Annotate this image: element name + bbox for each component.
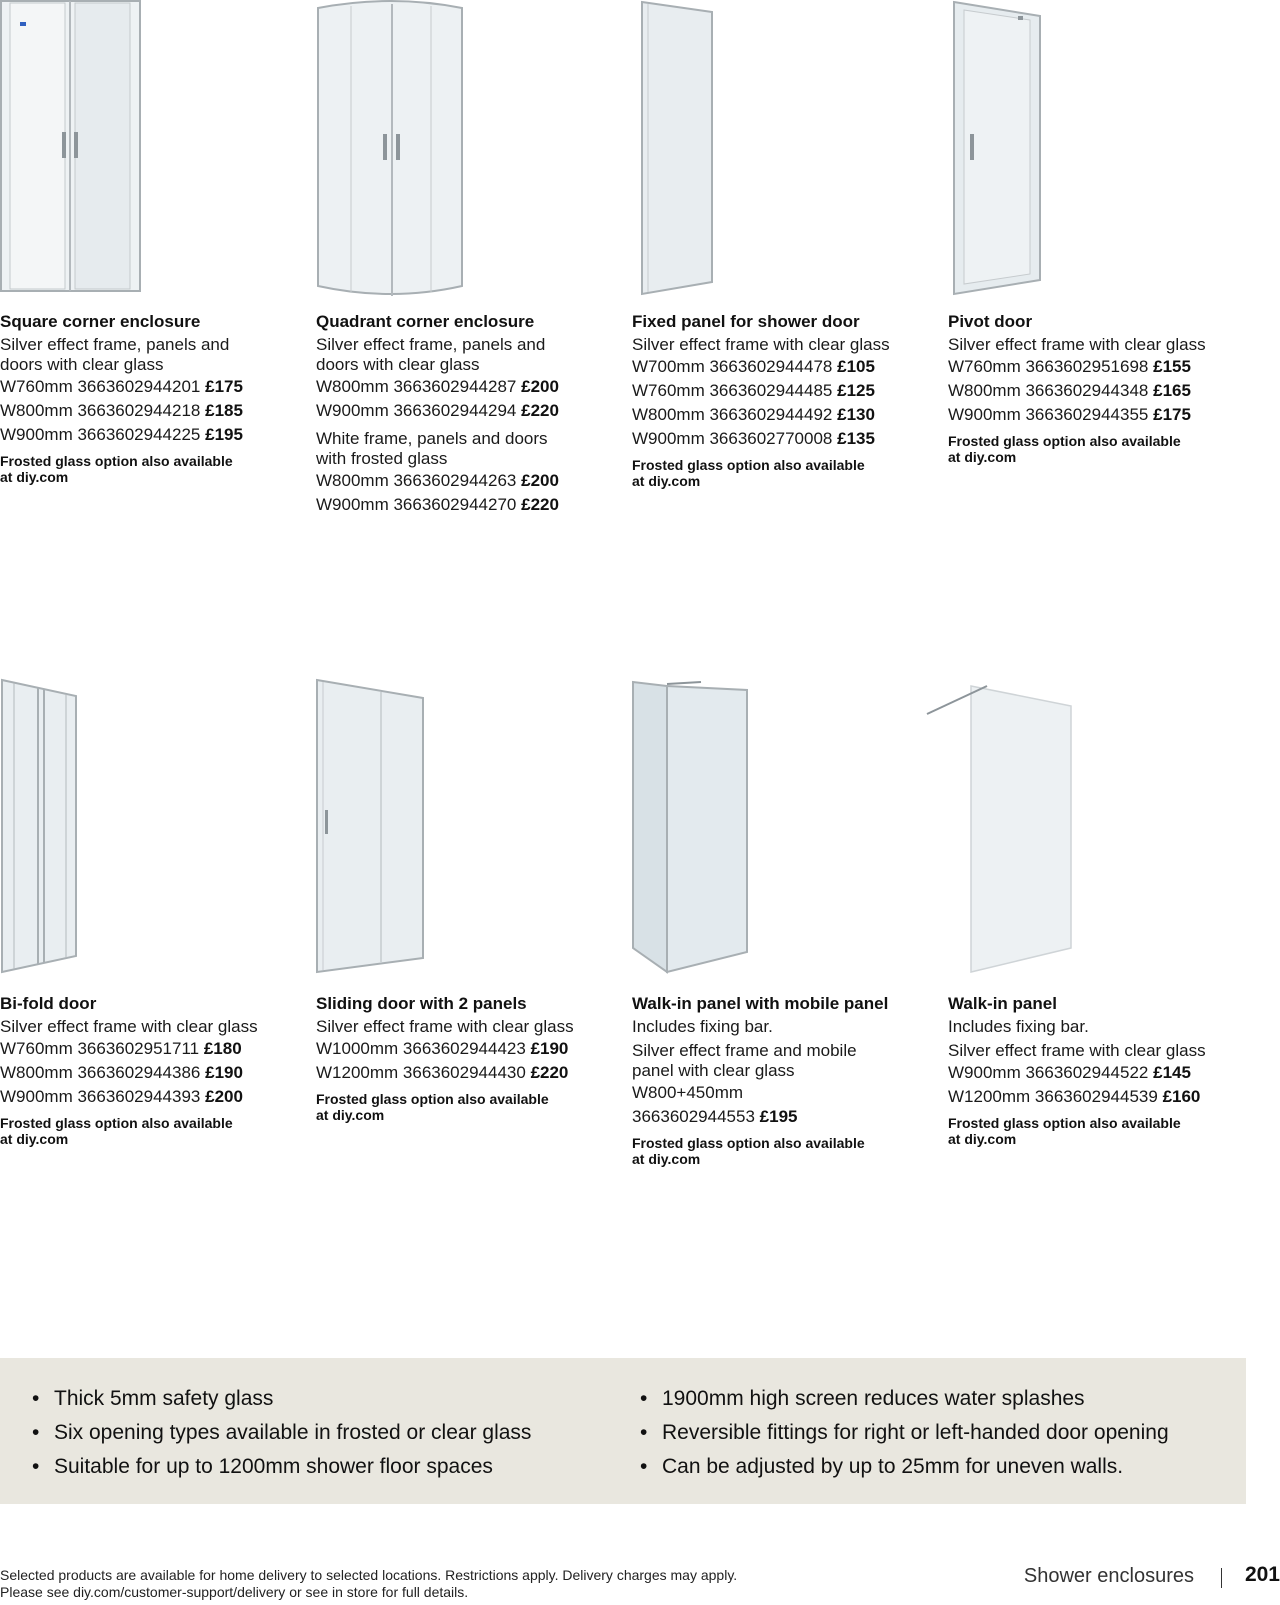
price: £125 bbox=[837, 381, 875, 400]
sku-line: W760mm 3663602944201 £175 bbox=[0, 377, 243, 396]
sku-line: W800mm 3663602944348 £165 bbox=[948, 381, 1191, 400]
price: £130 bbox=[837, 405, 875, 424]
sku-line: W760mm 3663602951698 £155 bbox=[948, 357, 1191, 376]
sliding-door-image bbox=[315, 678, 425, 978]
price: £180 bbox=[203, 1039, 242, 1058]
product-card bbox=[632, 311, 932, 489]
price: £220 bbox=[521, 495, 559, 514]
feature-item: • Suitable for up to 1200mm shower floor spaces bbox=[30, 1450, 531, 1484]
feature-item: • Can be adjusted by up to 25mm for uneven walls. bbox=[638, 1450, 1169, 1484]
fixed-panel-image bbox=[638, 0, 718, 300]
product-title: Square corner enclosure bbox=[0, 312, 201, 331]
price: £195 bbox=[759, 1107, 798, 1126]
product-title: Quadrant corner enclosure bbox=[316, 312, 535, 331]
walk-in-mobile-image bbox=[631, 678, 751, 978]
sku-line: W1200mm 3663602944539 £160 bbox=[948, 1087, 1201, 1106]
features-panel bbox=[0, 1358, 1246, 1504]
product-desc: panel with clear glass bbox=[632, 1061, 795, 1080]
price: £200 bbox=[521, 377, 559, 396]
delivery-disclaimer: Selected products are available for home delivery to selected locations. Restrictions apply. Delivery charges may apply. Please see diy.com/customer-support/delivery or see in store for full details. bbox=[0, 1567, 738, 1600]
price: £185 bbox=[205, 401, 243, 420]
features-list-left bbox=[30, 1382, 531, 1484]
square-enclosure-image bbox=[0, 0, 145, 300]
frosted-note: Frosted glass option also available at diy.com bbox=[316, 1091, 549, 1123]
product-desc: Silver effect frame with clear glass bbox=[948, 1041, 1206, 1060]
product-card bbox=[948, 311, 1248, 465]
price: £175 bbox=[205, 377, 243, 396]
sku-line: W800mm 3663602944386 £190 bbox=[0, 1063, 243, 1082]
product-desc: doors with clear glass bbox=[0, 355, 164, 374]
price: £165 bbox=[1153, 381, 1191, 400]
price: £220 bbox=[530, 1063, 569, 1082]
price: £190 bbox=[205, 1063, 243, 1082]
feature-item: • Thick 5mm safety glass bbox=[30, 1382, 531, 1416]
sku-line: W800mm 3663602944218 £185 bbox=[0, 401, 243, 420]
product-card bbox=[0, 993, 300, 1147]
sku-line: W800mm 3663602944263 £200 bbox=[316, 471, 559, 490]
product-title: Walk-in panel with mobile panel bbox=[632, 994, 889, 1013]
page-number: 201 bbox=[1244, 1563, 1280, 1586]
divider bbox=[1221, 1568, 1222, 1588]
bifold-door-image bbox=[0, 678, 80, 978]
frosted-note: Frosted glass option also available at diy.com bbox=[948, 1115, 1181, 1147]
frosted-note: Frosted glass option also available at diy.com bbox=[948, 433, 1181, 465]
price: £175 bbox=[1153, 405, 1191, 424]
price: £105 bbox=[837, 357, 875, 376]
sku-line: W800mm 3663602944492 £130 bbox=[632, 405, 875, 424]
sku-line: W900mm 3663602944225 £195 bbox=[0, 425, 243, 444]
section-title: Shower enclosures bbox=[1023, 1565, 1194, 1587]
product-title: Fixed panel for shower door bbox=[632, 312, 860, 331]
sku-line: W700mm 3663602944478 £105 bbox=[632, 357, 875, 376]
frosted-note: Frosted glass option also available at diy.com bbox=[0, 1115, 233, 1147]
sku-line: W760mm 3663602944485 £125 bbox=[632, 381, 875, 400]
price: £220 bbox=[521, 401, 559, 420]
quadrant-enclosure-image bbox=[316, 0, 466, 300]
sku-line: W800mm 3663602944287 £200 bbox=[316, 377, 559, 396]
product-title: Sliding door with 2 panels bbox=[316, 994, 527, 1013]
product-desc: Includes fixing bar. bbox=[632, 1017, 773, 1036]
product-title: Bi-fold door bbox=[0, 994, 97, 1013]
price: £200 bbox=[205, 1087, 243, 1106]
product-desc: Silver effect frame with clear glass bbox=[632, 335, 890, 354]
product-card bbox=[948, 993, 1248, 1147]
sku-line: W900mm 3663602770008 £135 bbox=[632, 429, 875, 448]
product-desc: Includes fixing bar. bbox=[948, 1017, 1089, 1036]
sku-line: W900mm 3663602944294 £220 bbox=[316, 401, 559, 420]
price: £145 bbox=[1153, 1063, 1191, 1082]
product-desc: Silver effect frame with clear glass bbox=[948, 335, 1206, 354]
feature-item: • 1900mm high screen reduces water splashes bbox=[638, 1382, 1169, 1416]
price: £155 bbox=[1153, 357, 1191, 376]
sku-line: W1200mm 3663602944430 £220 bbox=[316, 1063, 569, 1082]
product-desc: White frame, panels and doors bbox=[316, 429, 548, 448]
feature-item: • Reversible fittings for right or left-handed door opening bbox=[638, 1416, 1169, 1450]
product-desc: Silver effect frame with clear glass bbox=[316, 1017, 574, 1036]
product-title: Walk-in panel bbox=[948, 994, 1057, 1013]
product-desc: Silver effect frame with clear glass bbox=[0, 1017, 258, 1036]
sku-line: W900mm 3663602944270 £220 bbox=[316, 495, 559, 514]
price: £195 bbox=[205, 425, 243, 444]
product-card bbox=[316, 993, 616, 1123]
frosted-note: Frosted glass option also available at diy.com bbox=[632, 1135, 865, 1167]
product-title: Pivot door bbox=[948, 312, 1033, 331]
product-card bbox=[0, 311, 300, 485]
product-card bbox=[316, 311, 616, 517]
sku-line: W800+450mm bbox=[632, 1083, 744, 1102]
price: £135 bbox=[837, 429, 875, 448]
product-desc: doors with clear glass bbox=[316, 355, 480, 374]
feature-item: • Six opening types available in frosted or clear glass bbox=[30, 1416, 531, 1450]
sku-line: W760mm 3663602951711 £180 bbox=[0, 1039, 242, 1058]
sku-line: W900mm 3663602944393 £200 bbox=[0, 1087, 243, 1106]
product-desc: Silver effect frame, panels and bbox=[0, 335, 230, 354]
price: £200 bbox=[521, 471, 559, 490]
sku-line: W900mm 3663602944522 £145 bbox=[948, 1063, 1191, 1082]
product-desc: with frosted glass bbox=[316, 449, 448, 468]
features-list-right bbox=[638, 1382, 1169, 1484]
product-desc: Silver effect frame and mobile bbox=[632, 1041, 857, 1060]
frosted-note: Frosted glass option also available at diy.com bbox=[632, 457, 865, 489]
price: £160 bbox=[1162, 1087, 1201, 1106]
frosted-note: Frosted glass option also available at diy.com bbox=[0, 453, 233, 485]
sku-line: 3663602944553 £195 bbox=[632, 1107, 798, 1126]
price: £190 bbox=[530, 1039, 569, 1058]
product-desc: Silver effect frame, panels and bbox=[316, 335, 546, 354]
sku-line: W1000mm 3663602944423 £190 bbox=[316, 1039, 569, 1058]
sku-line: W900mm 3663602944355 £175 bbox=[948, 405, 1191, 424]
walk-in-panel-image bbox=[925, 678, 1075, 978]
product-card bbox=[632, 993, 932, 1167]
pivot-door-image bbox=[950, 0, 1045, 300]
